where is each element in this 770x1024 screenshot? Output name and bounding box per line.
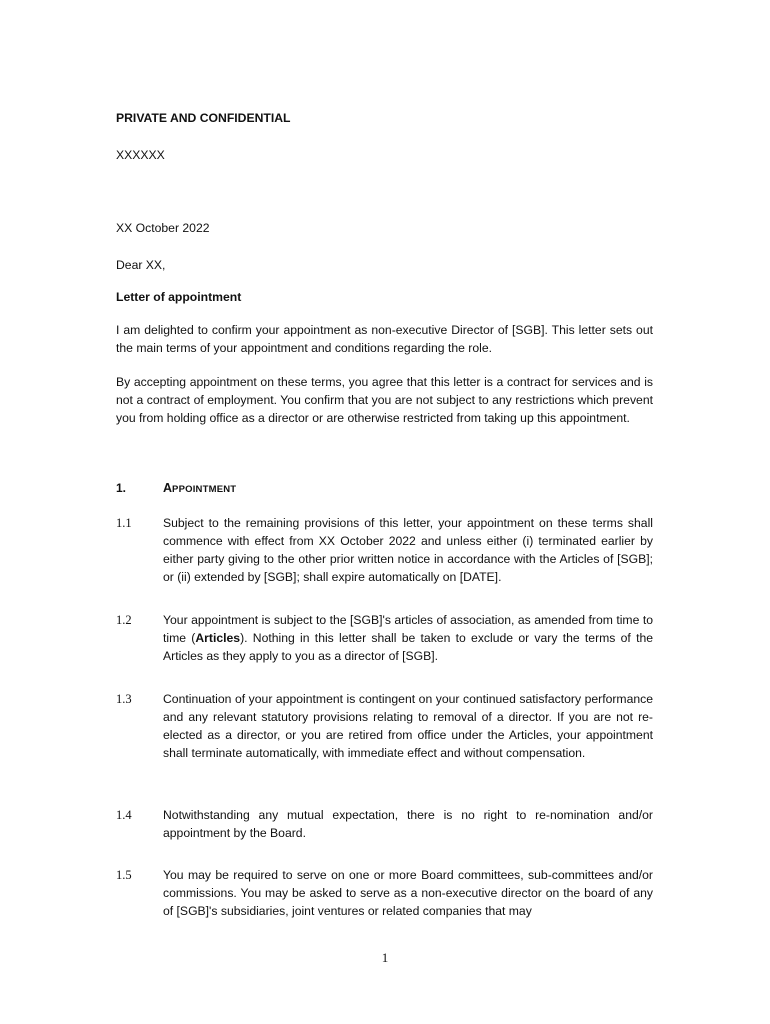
clause-number: 1.2 <box>116 613 132 627</box>
clause-number: 1.5 <box>116 868 132 882</box>
letter-date: XX October 2022 <box>116 221 210 235</box>
clause-number: 1.3 <box>116 692 132 706</box>
intro-paragraph-1: I am delighted to confirm your appointment as non-executive Director of [SGB]. This letter sets out the main terms of your appointment and conditions regarding the role. <box>116 323 653 355</box>
clause-1-1-text: Subject to the remaining provisions of this letter, your appointment on these terms shall commence with effect from XX October 2022 and unless either (i) terminated earlier by either party giving to the other prior written notice in accordance with the Articles of [SGB]; or (ii) extended by [SGB]; shall expire automatically on [DATE]. <box>163 516 653 584</box>
clause-1-4-text: Notwithstanding any mutual expectation, there is no right to re-nomination and/or appointment by the Board. <box>163 808 653 840</box>
section-number: 1. <box>116 481 127 495</box>
section-title-rest: PPOINTMENT <box>172 484 237 495</box>
letter-subject: Letter of appointment <box>116 290 242 304</box>
clause-number: 1.1 <box>116 516 132 530</box>
clause-1-2-text <box>163 611 653 665</box>
confidential-heading: PRIVATE AND CONFIDENTIAL <box>116 111 291 125</box>
clause-1-5-text: You may be required to serve on one or more Board committees, sub-committees and/or commissions. You may be asked to serve as a non-executive director on the board of any of [SGB]'s subsidiaries, joint ventures or related companies that may <box>163 868 653 918</box>
page-number: 1 <box>381 950 389 965</box>
defined-term-articles: Articles <box>195 631 241 645</box>
salutation: Dear XX, <box>116 258 166 272</box>
clause-1-2-text-before: Your appointment is subject to the [SGB]'s articles of association, as amended from time to time ( <box>163 613 653 645</box>
intro-paragraph-2: By accepting appointment on these terms, you agree that this letter is a contract for services and is not a contract of employment. You confirm that you are not subject to any restrictions which prevent you from holding office as a director or are otherwise restricted from taking up this appointment. <box>116 375 653 425</box>
section-title-initial: A <box>163 481 173 495</box>
clause-number: 1.4 <box>116 808 132 822</box>
clause-1-3-text: Continuation of your appointment is contingent on your continued satisfactory performance and any relevant statutory provisions relating to removal of a director. If you are not re-elected as a director, or you are retired from office under the Articles, your appointment shall terminate automatically, with immediate effect and without compensation. <box>163 692 653 760</box>
section-title <box>163 479 236 499</box>
addressee: XXXXXX <box>116 148 165 162</box>
clause-1-2-text-after: ). Nothing in this letter shall be taken to exclude or vary the terms of the Articles as they apply to you as a director of [SGB]. <box>163 631 654 663</box>
